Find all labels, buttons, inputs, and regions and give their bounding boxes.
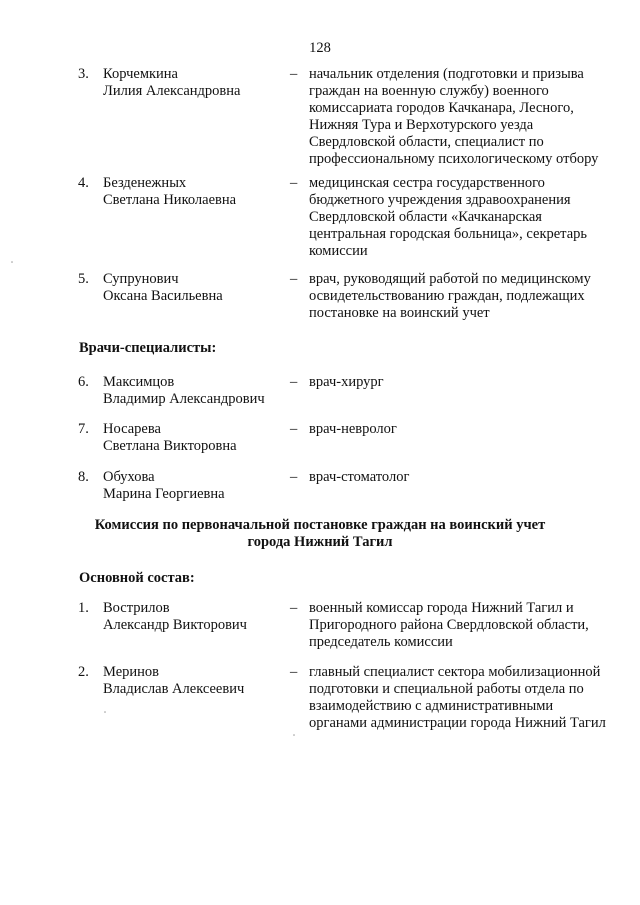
position-description bbox=[309, 175, 614, 260]
description-line: освидетельствованию граждан, подлежащих bbox=[309, 288, 585, 304]
given-names: Светлана Викторовна bbox=[103, 438, 237, 454]
person-name bbox=[103, 66, 278, 100]
given-names: Владимир Александрович bbox=[103, 391, 265, 407]
item-number: 5. bbox=[78, 271, 89, 287]
dash: – bbox=[290, 421, 298, 437]
person-name bbox=[103, 271, 278, 305]
given-names: Владислав Алексеевич bbox=[103, 681, 245, 697]
description-line: граждан на военную службу) военного bbox=[309, 83, 549, 99]
section-heading-specialists: Врачи-специалисты: bbox=[79, 340, 217, 356]
dash: – bbox=[290, 374, 298, 390]
dash: – bbox=[290, 271, 298, 287]
surname: Меринов bbox=[103, 664, 160, 680]
description-line: бюджетного учреждения здравоохранения bbox=[309, 192, 571, 208]
description-line: постановке на воинский учет bbox=[309, 305, 490, 321]
surname: Корчемкина bbox=[103, 66, 178, 82]
item-number: 4. bbox=[78, 175, 89, 191]
position-description bbox=[309, 271, 614, 322]
item-number: 1. bbox=[78, 600, 89, 616]
scan-speck bbox=[104, 711, 106, 713]
dash: – bbox=[290, 469, 298, 485]
surname: Безденежных bbox=[103, 175, 187, 191]
description-line: Нижняя Тура и Верхотурского уезда bbox=[309, 117, 534, 133]
scan-speck bbox=[293, 734, 295, 736]
given-names: Марина Георгиевна bbox=[103, 486, 225, 502]
description-line: подготовки и специальной работы отдела по bbox=[309, 681, 584, 697]
dash: – bbox=[290, 600, 298, 616]
item-number: 3. bbox=[78, 66, 89, 82]
position-description bbox=[309, 421, 614, 438]
item-number: 7. bbox=[78, 421, 89, 437]
description-line: Свердловской области, специалист по bbox=[309, 134, 544, 150]
description-line: главный специалист сектора мобилизационной bbox=[309, 664, 601, 680]
person-name bbox=[103, 664, 278, 698]
given-names: Лилия Александровна bbox=[103, 83, 241, 99]
person-name bbox=[103, 421, 278, 455]
surname: Максимцов bbox=[103, 374, 175, 390]
item-number: 8. bbox=[78, 469, 89, 485]
surname: Носарева bbox=[103, 421, 161, 437]
given-names: Оксана Васильевна bbox=[103, 288, 223, 304]
description-line: профессиональному психологическому отбору bbox=[309, 151, 599, 167]
description-line: Пригородного района Свердловской области, bbox=[309, 617, 589, 633]
description-line: медицинская сестра государственного bbox=[309, 175, 545, 191]
item-number: 6. bbox=[78, 374, 89, 390]
dash: – bbox=[290, 175, 298, 191]
description-line: комиссариата городов Качканара, Лесного, bbox=[309, 100, 574, 116]
given-names: Светлана Николаевна bbox=[103, 192, 237, 208]
commission-title bbox=[80, 517, 560, 551]
description-line: военный комиссар города Нижний Тагил и bbox=[309, 600, 574, 616]
dash: – bbox=[290, 66, 298, 82]
item-number: 2. bbox=[78, 664, 89, 680]
dash: – bbox=[290, 664, 298, 680]
surname: Обухова bbox=[103, 469, 155, 485]
description-line: врач-невролог bbox=[309, 421, 397, 437]
surname: Супрунович bbox=[103, 271, 179, 287]
position-description bbox=[309, 469, 614, 486]
position-description bbox=[309, 374, 614, 391]
description-line: врач, руководящий работой по медицинскому bbox=[309, 271, 591, 287]
description-line: врач-стоматолог bbox=[309, 469, 410, 485]
description-line: комиссии bbox=[309, 243, 368, 259]
description-line: председатель комиссии bbox=[309, 634, 453, 650]
position-description bbox=[309, 600, 614, 651]
description-line: органами администрации города Нижний Тагил bbox=[309, 715, 606, 731]
person-name bbox=[103, 469, 278, 503]
person-name bbox=[103, 600, 278, 634]
person-name bbox=[103, 374, 278, 408]
position-description bbox=[309, 66, 614, 168]
description-line: центральная городская больница», секретарь bbox=[309, 226, 587, 242]
position-description bbox=[309, 664, 614, 732]
description-line: взаимодействию с административными bbox=[309, 698, 554, 714]
page-number: 128 bbox=[309, 40, 331, 56]
description-line: начальник отделения (подготовки и призыва bbox=[309, 66, 584, 82]
person-name bbox=[103, 175, 278, 209]
commission-title-line: города Нижний Тагил bbox=[247, 534, 393, 550]
section-heading-main: Основной состав: bbox=[79, 570, 195, 586]
commission-title-line: Комиссия по первоначальной постановке граждан на воинский учет bbox=[94, 517, 546, 533]
description-line: Свердловской области «Качканарская bbox=[309, 209, 542, 225]
description-line: врач-хирург bbox=[309, 374, 384, 390]
surname: Вострилов bbox=[103, 600, 170, 616]
given-names: Александр Викторович bbox=[103, 617, 247, 633]
scan-speck bbox=[11, 261, 13, 263]
